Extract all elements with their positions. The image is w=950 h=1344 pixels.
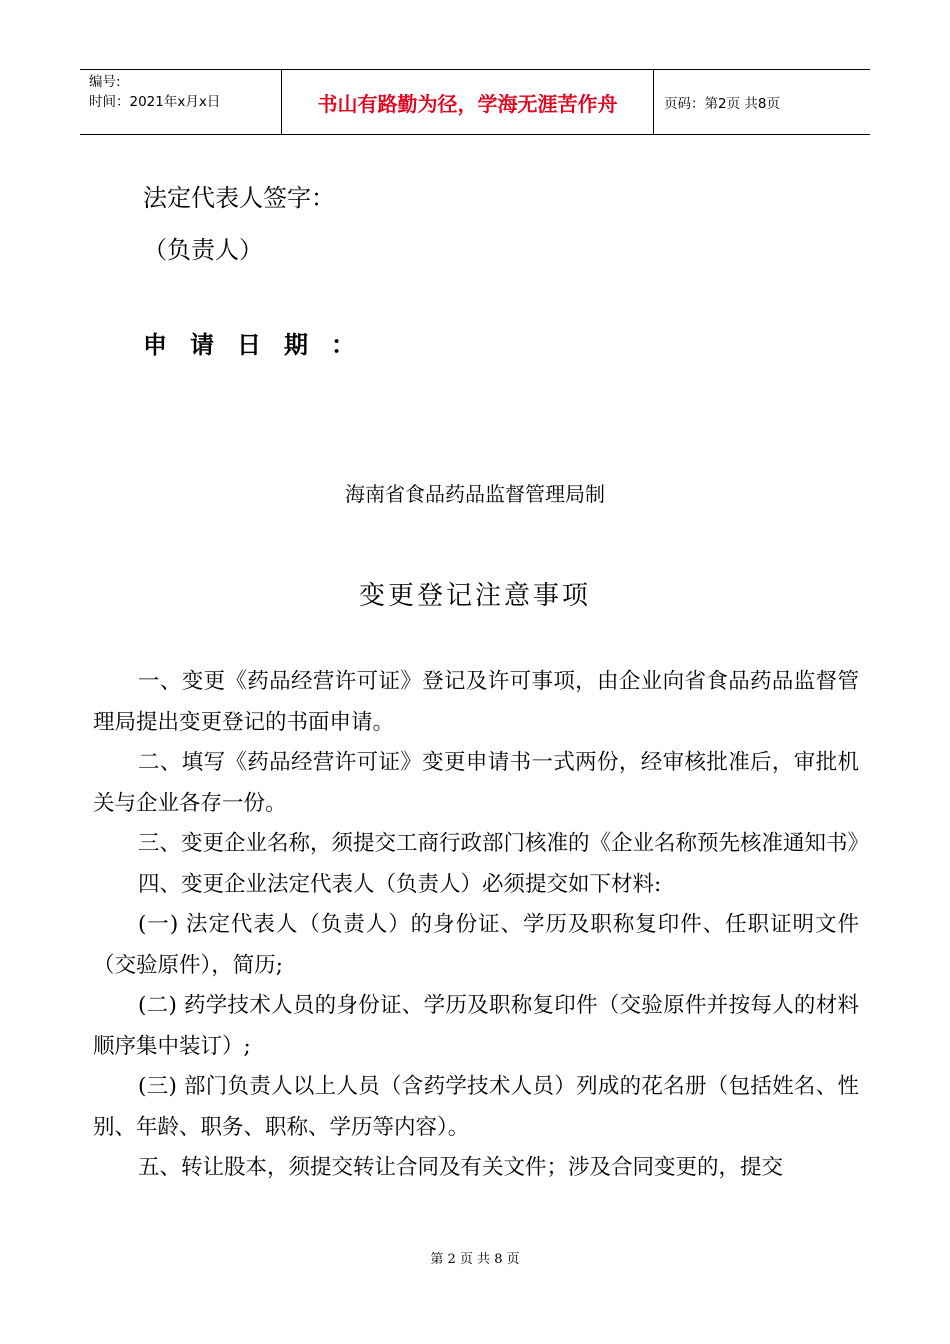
notice-paragraph: 一、变更《药品经营许可证》登记及许可事项，由企业向省食品药品监督管理局提出变更登记的书面申请。 [93, 669, 859, 735]
header-page-code: 页码：第2页 共8页 [664, 96, 780, 112]
page-footer: 第 2 页 共 8 页 [430, 1252, 520, 1267]
notice-paragraph: 五、转让股本，须提交转让合同及有关文件；涉及合同变更的，提交 [138, 1155, 784, 1180]
responsible-person-label: （负责人） [143, 236, 263, 264]
notice-paragraph: (二) 药学技术人员的身份证、学历及职称复印件（交验原件并按每人的材料顺序集中装订）; [93, 993, 859, 1059]
apply-date-label: 申请日期： [143, 331, 378, 359]
issuer-text: 海南省食品药品监督管理局制 [345, 482, 605, 506]
notice-paragraph: 四、变更企业法定代表人（负责人）必须提交如下材料: [138, 871, 662, 897]
header-meta [80, 70, 282, 134]
document-header [80, 69, 870, 135]
notice-paragraph: 二、填写《药品经营许可证》变更申请书一式两份，经审核批准后，审批机关与企业各存一份。 [93, 750, 859, 816]
notice-paragraph: (三) 部门负责人以上人员（含药学技术人员）列成的花名册（包括姓名、性别、年龄、职务、职称、学历等内容）。 [93, 1074, 859, 1140]
notice-title: 变更登记注意事项 [358, 581, 591, 611]
header-motto: 书山有路勤为径，学海无涯苦作舟 [282, 70, 654, 134]
time-label: 时间：2021年x月x日 [89, 94, 221, 110]
number-label: 编号: [89, 74, 121, 90]
notice-paragraph: 三、变更企业名称，须提交工商行政部门核准的《企业名称预先核准通知书》 [138, 831, 870, 856]
notice-body [93, 662, 870, 1189]
legal-rep-signature-label: 法定代表人签字： [143, 184, 335, 212]
notice-paragraph: (一) 法定代表人（负责人）的身份证、学历及职称复印件、任职证明文件（交验原件），简历; [93, 912, 859, 978]
